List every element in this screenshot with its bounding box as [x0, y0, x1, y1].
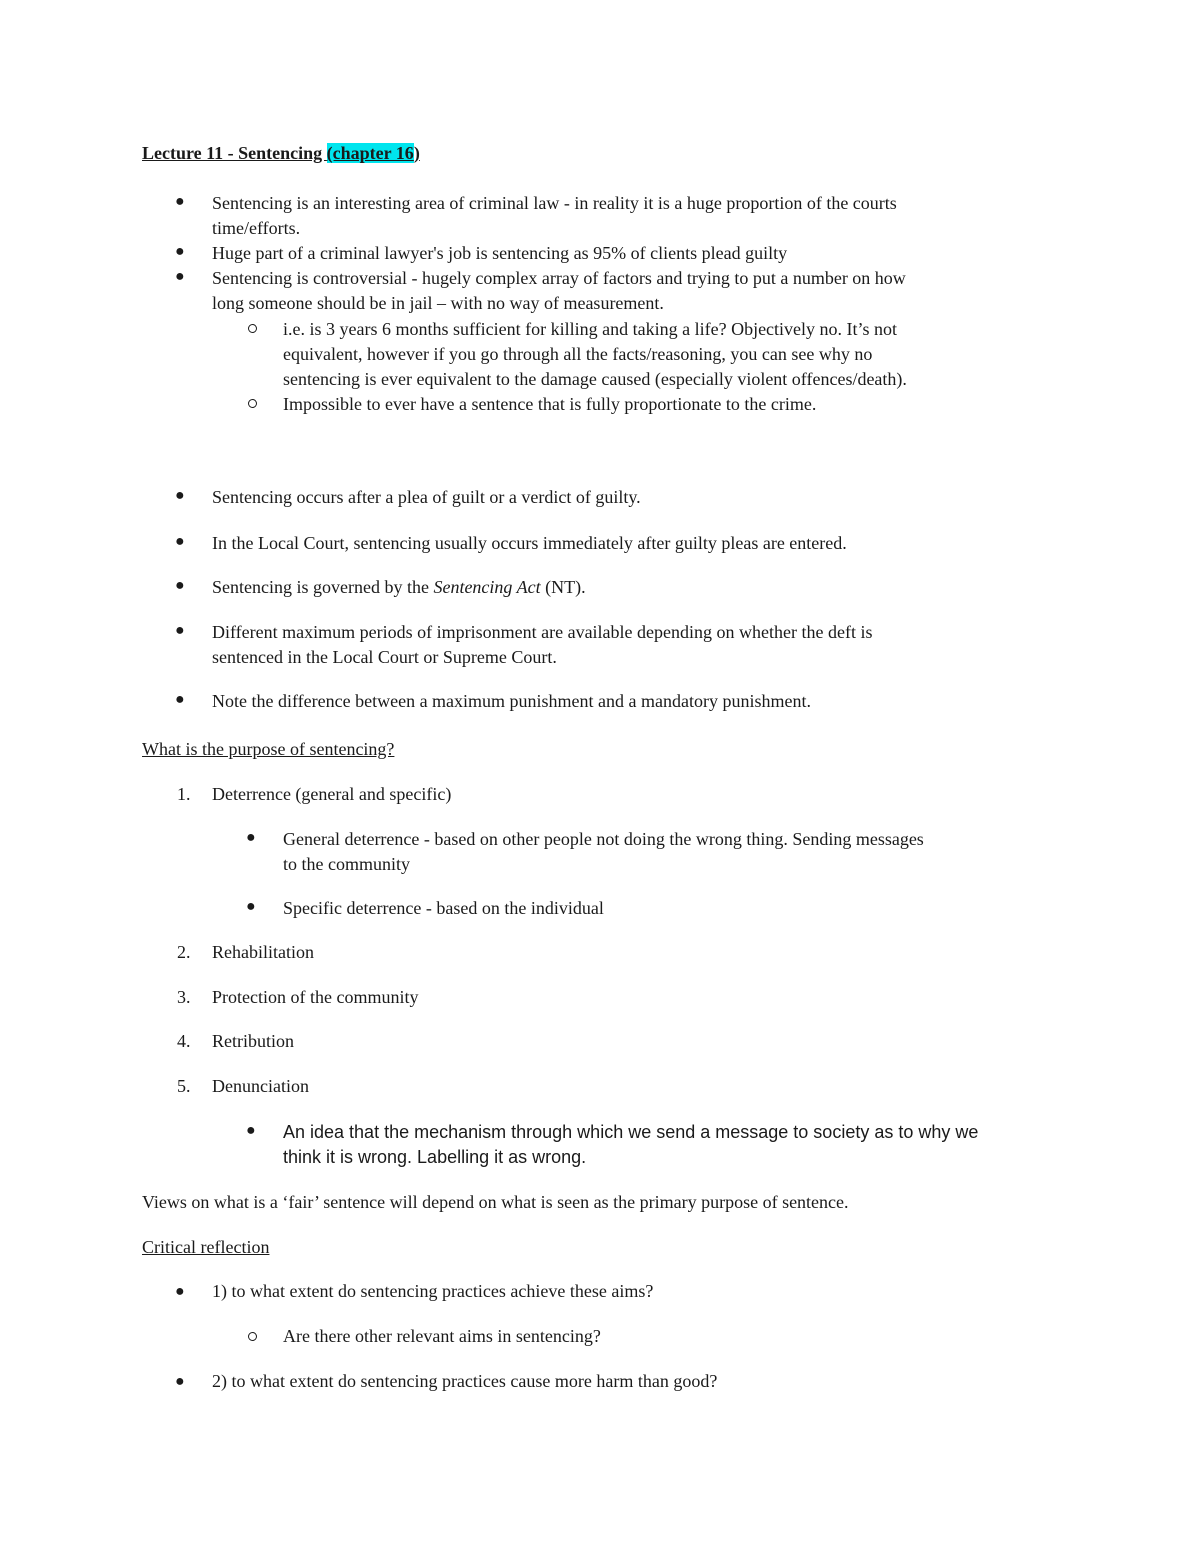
list-item: i.e. is 3 years 6 months sufficient for killing and taking a life? Objectively no. It’s not equivalent, however if you go through all the facts/reasoning, you can see why no sentencing is ever equivalent to the damage caused (especially violent offences/death).: [283, 319, 907, 389]
list-item: An idea that the mechanism through which we send a message to society as to why we think it is wrong. Labelling it as wrong.: [283, 1122, 979, 1167]
list-item: Protection of the community: [212, 987, 419, 1007]
bullet-icon: ●: [175, 193, 185, 210]
list-item: Different maximum periods of imprisonment are available depending on whether the deft is sentenced in the Local Court or Supreme Court.: [212, 622, 873, 667]
section-heading: Critical reflection: [142, 1237, 270, 1257]
list-number: 1.: [177, 784, 191, 804]
act-name: Sentencing Act: [433, 577, 541, 597]
list-number: 2.: [177, 942, 191, 962]
list-item: Rehabilitation: [212, 942, 314, 962]
bullet-icon: ●: [175, 691, 185, 708]
section-heading: What is the purpose of sentencing?: [142, 739, 395, 759]
bullet-icon: ●: [246, 1122, 256, 1139]
bullet-icon: ●: [246, 898, 256, 915]
bullet-icon: ●: [175, 1283, 185, 1300]
list-number: 4.: [177, 1031, 191, 1051]
bullet-icon: ●: [175, 533, 185, 550]
list-item: In the Local Court, sentencing usually occurs immediately after guilty pleas are entered.: [212, 533, 847, 553]
list-item: Denunciation: [212, 1076, 309, 1096]
list-item: Huge part of a criminal lawyer's job is sentencing as 95% of clients plead guilty: [212, 243, 788, 263]
list-number: 5.: [177, 1076, 191, 1096]
title-text: Lecture 11 - Sentencing: [142, 143, 327, 163]
bullet-icon: ●: [175, 577, 185, 594]
list-item: Specific deterrence - based on the individual: [283, 898, 604, 918]
list-item: Impossible to ever have a sentence that is fully proportionate to the crime.: [283, 394, 817, 414]
bullet-icon: ●: [175, 268, 185, 285]
circle-bullet-icon: [248, 399, 257, 408]
bullet-icon: ●: [175, 1373, 185, 1390]
title-close: ): [413, 143, 420, 163]
list-number: 3.: [177, 987, 191, 1007]
list-item: Sentencing is governed by the Sentencing Act (NT).: [212, 577, 586, 597]
list-item: Sentencing occurs after a plea of guilt or a verdict of guilty.: [212, 487, 641, 507]
circle-bullet-icon: [248, 324, 257, 333]
list-item: 1) to what extent do sentencing practices achieve these aims?: [212, 1281, 654, 1301]
page-title: [142, 143, 420, 164]
list-item: General deterrence - based on other people not doing the wrong thing. Sending messages to the community: [283, 829, 924, 874]
bullet-icon: ●: [175, 622, 185, 639]
list-item: Are there other relevant aims in sentencing?: [283, 1326, 601, 1346]
bullet-icon: ●: [246, 829, 256, 846]
list-item: 2) to what extent do sentencing practices cause more harm than good?: [212, 1371, 718, 1391]
bullet-icon: ●: [175, 487, 185, 504]
title-highlight: (chapter 16: [326, 143, 414, 163]
bullet-icon: ●: [175, 243, 185, 260]
list-item: Note the difference between a maximum punishment and a mandatory punishment.: [212, 691, 811, 711]
circle-bullet-icon: [248, 1332, 257, 1341]
list-item: Deterrence (general and specific): [212, 784, 452, 804]
list-item: Sentencing is an interesting area of criminal law - in reality it is a huge proportion of the courts time/efforts.: [212, 193, 897, 238]
list-item: Sentencing is controversial - hugely complex array of factors and trying to put a number on how long someone should be in jail – with no way of measurement.: [212, 268, 906, 313]
list-item: Retribution: [212, 1031, 294, 1051]
paragraph: Views on what is a ‘fair’ sentence will depend on what is seen as the primary purpose of sentence.: [142, 1192, 849, 1212]
